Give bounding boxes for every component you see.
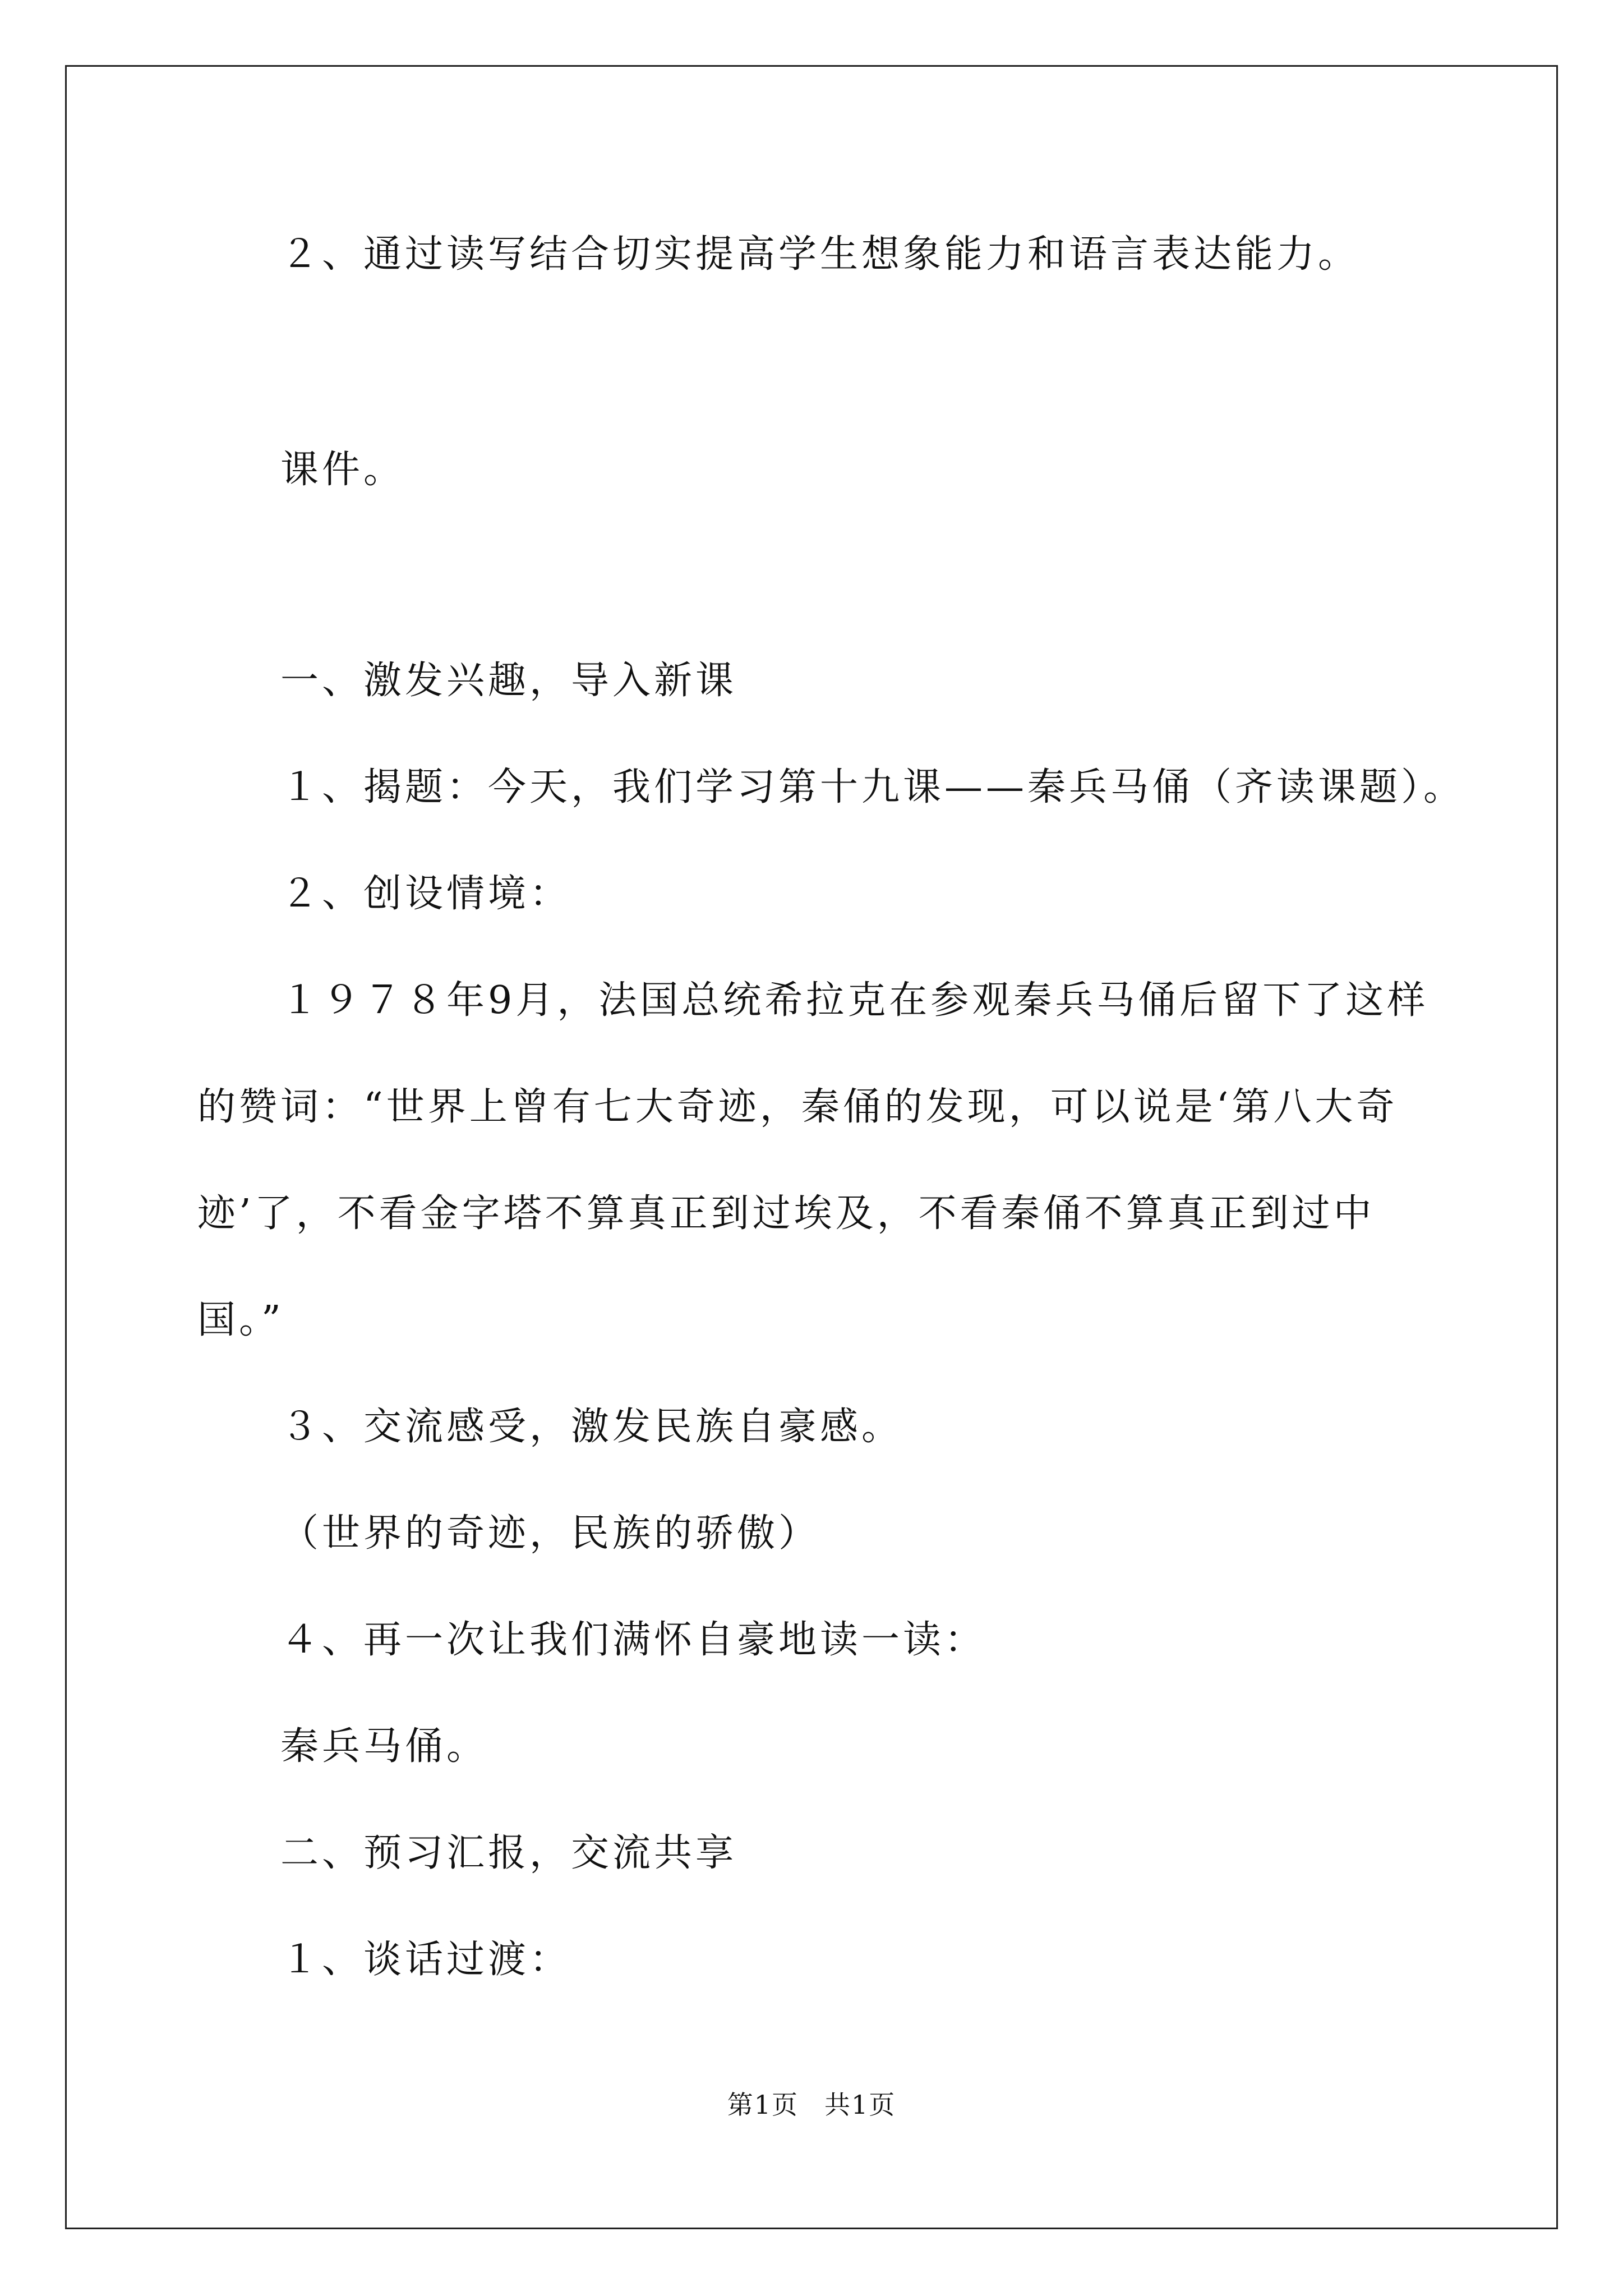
text-line-note: （世界的奇迹，民族的骄傲）	[280, 1511, 820, 1556]
paragraph-line: １９７８年9月，法国总统希拉克在参观秦兵马俑后留下了这样	[280, 978, 1429, 1023]
text-line-step-2: ２、创设情境：	[280, 872, 571, 916]
text-line-materials: 课件。	[280, 448, 405, 492]
page-border	[65, 65, 1558, 2229]
paragraph-line: 国。”	[197, 1298, 284, 1342]
text-line-step-4: ４、再一次让我们满怀自豪地读一读：	[280, 1618, 986, 1662]
text-line-objective-2: ２、通过读写结合切实提高学生想象能力和语言表达能力。	[280, 232, 1360, 277]
page-total: 共1页	[824, 2090, 896, 2120]
section-heading-2: 二、预习汇报，交流共享	[280, 1831, 737, 1875]
page-footer	[0, 2088, 1623, 2122]
page-number: 第1页	[727, 2090, 799, 2120]
section-heading-1: 一、激发兴趣，导入新课	[280, 659, 737, 703]
paragraph-line: 迹’了，不看金字塔不算真正到过埃及，不看秦俑不算真正到过中	[197, 1191, 1375, 1236]
text-line-title: 秦兵马俑。	[280, 1724, 488, 1769]
text-line-step-3: ３、交流感受，激发民族自豪感。	[280, 1405, 903, 1449]
paragraph-line: 的赞词：“世界上曾有七大奇迹，秦俑的发现，可以说是‘第八大奇	[197, 1085, 1398, 1129]
text-line-step-1: １、揭题：今天，我们学习第十九课——秦兵马俑（齐读课题）。	[280, 765, 1465, 809]
text-line-step-5: １、谈话过渡：	[280, 1938, 571, 1982]
